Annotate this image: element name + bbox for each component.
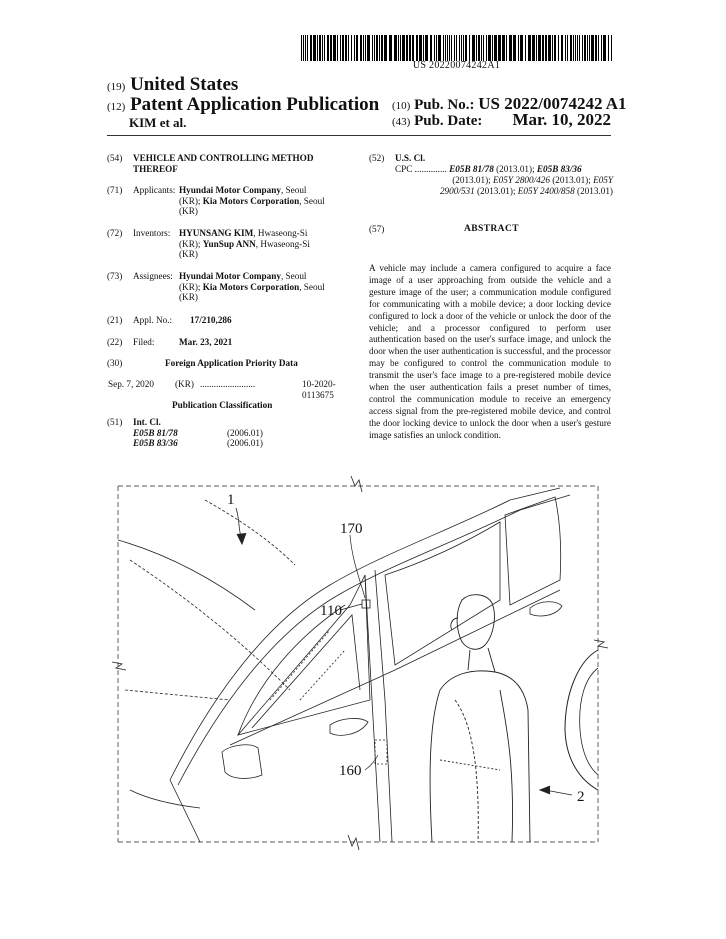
figure-frame (118, 486, 598, 842)
applicant-2-country: (KR) (179, 206, 198, 216)
filed-value: Mar. 23, 2021 (179, 337, 233, 347)
pub-date-label: Pub. Date: (414, 113, 483, 129)
priority-code: (30) (107, 358, 123, 368)
int-cl-1-class: E05B 81/78 (133, 427, 178, 438)
cpc-line-2: (2013.01); E05Y 2800/426 (2013.01); E05Y (452, 175, 613, 185)
abstract-heading: ABSTRACT (464, 224, 519, 234)
arrow-1 (237, 533, 246, 544)
ref-label-160: 160 (339, 763, 362, 779)
pub-number-code: (10) (392, 100, 411, 112)
car-body (118, 488, 598, 842)
pub-number-value: US 2022/0074242 A1 (478, 94, 627, 113)
arrow-2 (540, 786, 550, 794)
leader-110 (340, 604, 362, 610)
leader-170 (350, 535, 365, 598)
assignee-2-country: (KR) (179, 292, 198, 302)
title-line-2: THEREOF (133, 163, 178, 174)
us-cl-code: (52) (369, 153, 385, 163)
assignees-label: Assignees: (133, 271, 173, 281)
ref-label-2: 2 (577, 789, 585, 805)
appl-no-code: (21) (107, 315, 123, 325)
cpc-line-3: 2900/531 (2013.01); E05Y 2400/858 (2013.01) (439, 186, 613, 196)
inventor-1: HYUNSANG KIM, Hwaseong-Si (179, 228, 308, 238)
title-line-1: VEHICLE AND CONTROLLING METHOD (133, 153, 314, 163)
classification-heading: Publication Classification (172, 400, 273, 410)
appl-no-value: 17/210,286 (190, 315, 232, 325)
pub-date-value: Mar. 10, 2022 (512, 110, 611, 129)
ref-label-1: 1 (227, 492, 235, 508)
applicants-code: (71) (107, 185, 123, 195)
applicants-label: Applicants: (133, 185, 176, 195)
int-cl-code: (51) (107, 417, 123, 427)
country-name: United States (130, 74, 239, 95)
assignees-code: (73) (107, 271, 123, 281)
abstract-code: (57) (369, 224, 385, 234)
assignee-1: Hyundai Motor Company, Seoul (179, 271, 307, 281)
inventor-2: (KR); YunSup ANN, Hwaseong-Si (179, 238, 310, 249)
barcode-number: US 20220074242A1 (412, 60, 501, 71)
person-figure (430, 595, 530, 842)
us-cl-label: U.S. Cl. (395, 153, 426, 163)
inventors-code: (72) (107, 228, 123, 238)
pub-number-label: Pub. No.: (414, 97, 475, 113)
int-cl-1-year: (2006.01) (227, 427, 263, 438)
priority-number: 10-2020-0113675 (302, 379, 336, 400)
priority-country: (KR) (175, 379, 194, 389)
int-cl-2-class: E05B 83/36 (133, 438, 178, 448)
applicant-1: Hyundai Motor Company, Seoul (179, 185, 307, 195)
assignee-2: (KR); Kia Motors Corporation, Seoul (179, 281, 325, 292)
ref-label-170: 170 (340, 521, 363, 537)
priority-date: Sep. 7, 2020 (108, 379, 154, 389)
cpc-line-1: CPC .............. E05B 81/78 (2013.01); E05B 83/36 (395, 164, 582, 174)
applicant-2: (KR); Kia Motors Corporation, Seoul (179, 195, 325, 206)
priority-dots: ........................ (200, 379, 256, 389)
ref-label-110: 110 (320, 603, 342, 619)
int-cl-label: Int. Cl. (133, 417, 161, 427)
country-code: (19) (107, 81, 126, 93)
appl-no-label: Appl. No.: (133, 315, 173, 325)
pub-date-code: (43) (392, 116, 411, 128)
title-code: (54) (107, 153, 123, 163)
priority-heading: Foreign Application Priority Data (165, 358, 298, 368)
int-cl-2-year: (2006.01) (227, 438, 263, 448)
inventor-2-country: (KR) (179, 249, 198, 259)
publication-type-code: (12) (107, 101, 126, 113)
abstract-text: A vehicle may include a camera configured to acquire a face image of a user approaching from outside the vehicle and a gesture image of the user; a communication module configured for communicating with a mobile device; a door locking device configured to lock a door of the vehicle or unlock the door of the vehicle; and a processor configured to perform user authentication based on the user's surface image, and unlock the door when the user authentication is successful, and the processor may be configured to control the communication module to transmit the user's face image to a pre-registered mobile device when the user authentication fails a preset number of times, control the communication module to receive an emergency access signal from the pre-registered mobile device, and control the door locking device to unlock the door when a user's gesture image satisfies an unlock condition. (369, 263, 611, 440)
inventors-label: Inventors: (133, 228, 171, 238)
publication-type: Patent Application Publication (130, 94, 380, 115)
inventor-short: KIM et al. (129, 115, 187, 130)
filed-label: Filed: (133, 337, 155, 347)
filed-code: (22) (107, 337, 123, 347)
